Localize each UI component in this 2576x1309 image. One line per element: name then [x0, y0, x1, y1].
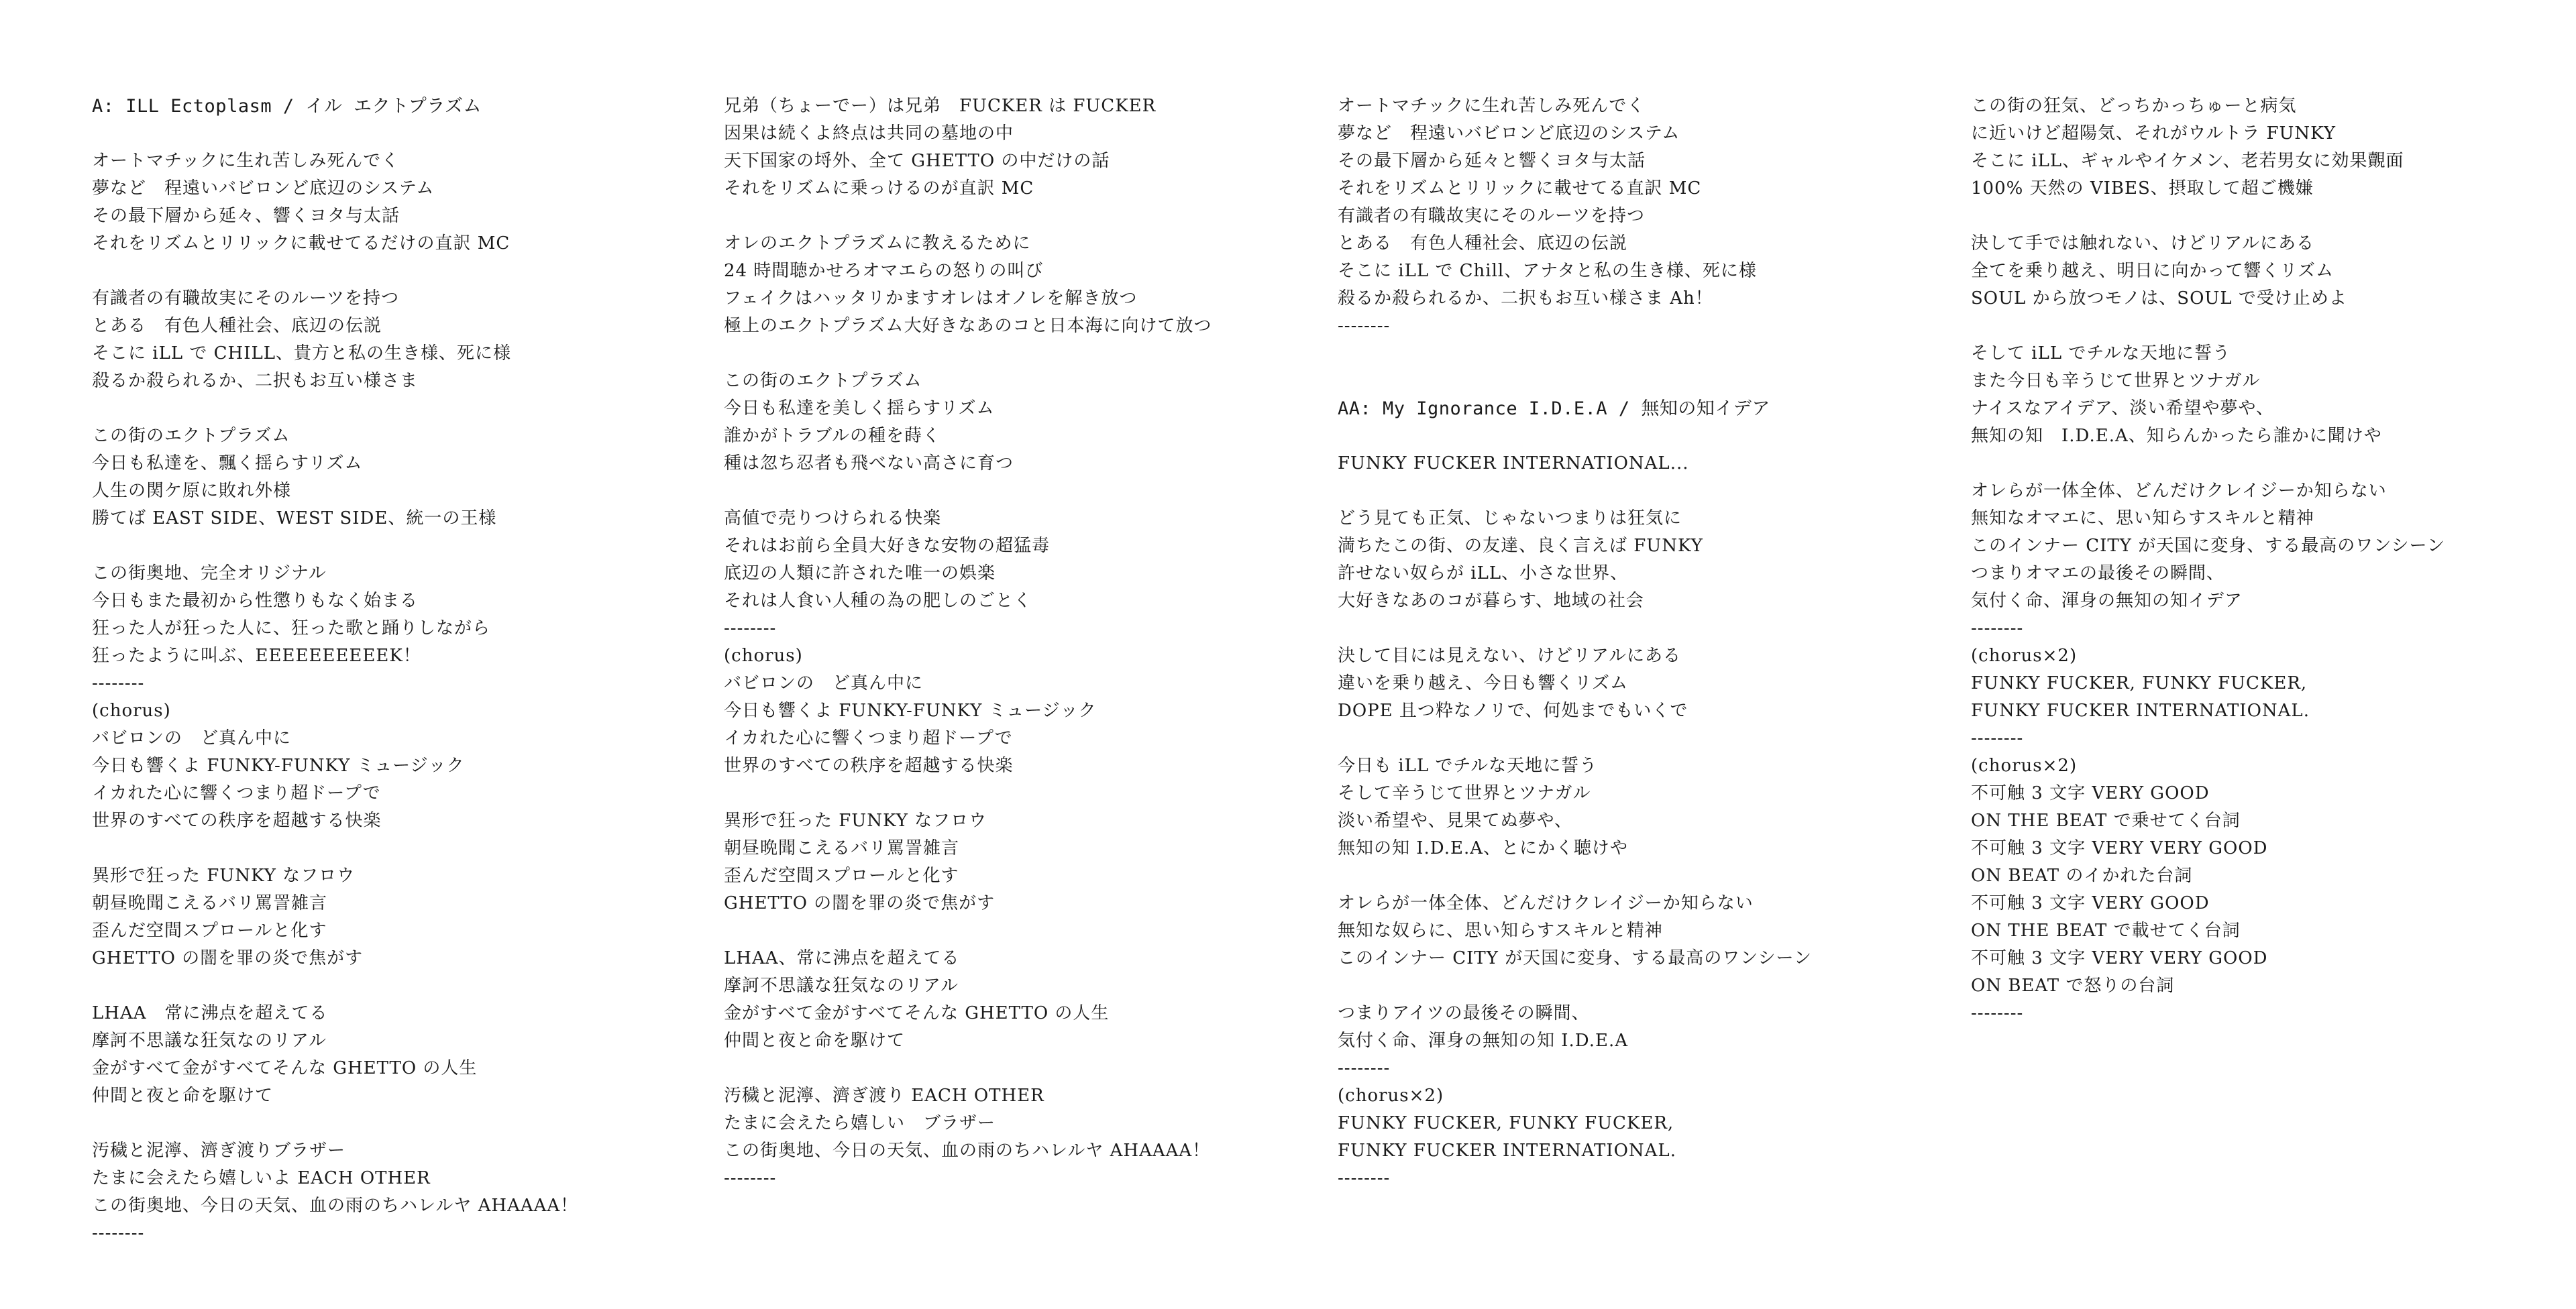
lyric-line: 違いを乗り越え、今日も響くリズム: [1338, 673, 1629, 693]
lyric-line: たまに会えたら嬉しいよ EACH OTHER: [92, 1168, 431, 1188]
lyric-line: 因果は続くよ終点は共同の墓地の中: [724, 123, 1014, 144]
lyric-line: このインナー CITY が天国に変身、する最高のワンシーン: [1338, 948, 1813, 968]
lyric-line: この街奥地、今日の天気、血の雨のちハレルヤ AHAAAA！: [724, 1141, 1211, 1161]
blank-line: [724, 917, 1314, 945]
lyric-line: 気付く命、渾身の無知の知 I.D.E.A: [1338, 1031, 1629, 1051]
lyric-line: LHAA 常に沸点を超えてる: [92, 1003, 328, 1023]
blank-line: [1338, 477, 1928, 505]
lyric-line: DOPE 且つ粋なノリで、何処までもいくで: [1338, 701, 1688, 721]
lyric-line: そこに iLL、ギャルやイケメン、老若男女に効果覿面: [1971, 151, 2404, 171]
lyric-line: 高値で売りつけられる快楽: [724, 508, 942, 528]
blank-line: [724, 340, 1314, 367]
lyric-line: 不可触 3 文字 VERY GOOD: [1971, 893, 2210, 913]
lyric-line: 極上のエクトプラズム大好きなあのコと日本海に向けて放つ: [724, 316, 1212, 336]
lyric-line: 今日も私達を、飄く揺らすリズム: [92, 453, 363, 473]
lyric-line: そこに iLL で Chill、アナタと私の生き様、死に様: [1338, 261, 1757, 281]
blank-line: [724, 1055, 1314, 1082]
lyric-line: 今日も響くよ FUNKY-FUNKY ミュージック: [724, 701, 1097, 721]
blank-line: [1338, 972, 1928, 1000]
lyric-line: 世界のすべての秩序を超越する快楽: [92, 811, 382, 831]
lyric-line: 殺るか殺られるか、二択もお互い様さま: [92, 371, 419, 391]
lyric-line: 無知の知 I.D.E.A、知らんかったら誰かに聞けや: [1971, 426, 2382, 446]
lyric-line: 有識者の有職故実にそのルーツを持つ: [92, 288, 399, 308]
lyric-line: 無知なオマエに、思い知らすスキルと精神: [1971, 508, 2314, 528]
lyric-line: 無知な奴らに、思い知らすスキルと精神: [1338, 921, 1663, 941]
lyric-line: オレのエクトプラズムに教えるために: [724, 233, 1031, 253]
lyric-line: この街奥地、今日の天気、血の雨のちハレルヤ AHAAAA！: [92, 1196, 579, 1216]
blank-line: [1971, 450, 2561, 477]
lyric-line: そこに iLL で CHILL、貴方と私の生き様、死に様: [92, 343, 512, 363]
lyric-line: オレらが一体全体、どんだけクレイジーか知らない: [1971, 481, 2387, 501]
lyrics-column-1: [92, 93, 682, 1247]
lyric-line: 有識者の有職故実にそのルーツを持つ: [1338, 206, 1645, 226]
blank-line: [92, 972, 682, 1000]
blank-line: [1971, 312, 2561, 340]
lyric-line: 朝昼晩聞こえるバリ罵詈雑言: [92, 893, 328, 913]
lyric-line: 狂ったように叫ぶ、EEEEEEEEEEK！: [92, 646, 421, 666]
lyric-line: この街のエクトプラズム: [92, 426, 290, 446]
chorus-label: (chorus): [92, 701, 171, 721]
blank-line: [92, 1110, 682, 1137]
lyric-line: 全てを乗り越え、明日に向かって響くリズム: [1971, 261, 2334, 281]
lyric-line: 24 時間聴かせろオマエらの怒りの叫び: [724, 261, 1044, 281]
lyric-line: 異形で狂った FUNKY なフロウ: [724, 811, 987, 831]
lyric-line: この街のエクトプラズム: [724, 371, 922, 391]
lyric-line: この街奥地、完全オリジナル: [92, 563, 327, 583]
lyric-line: 摩訶不思議な狂気なのリアル: [92, 1031, 327, 1051]
lyric-line: イカれた心に響くつまり超ドープで: [724, 728, 1013, 748]
lyric-line: 汚穢と泥濘、濟ぎ渡りブラザー: [92, 1141, 346, 1161]
lyric-line: 殺るか殺られるか、二択もお互い様さま Ah！: [1338, 288, 1713, 308]
lyric-line: ON BEAT で怒りの台詞: [1971, 976, 2175, 996]
lyric-line: 夢など 程遠いバビロンど底辺のシステム: [1338, 123, 1680, 144]
lyric-line: 歪んだ空間スプロールと化す: [724, 866, 959, 886]
lyric-line: 許せない奴らが iLL、小さな世界、: [1338, 563, 1629, 583]
lyric-line: 今日もまた最初から性懲りもなく始まる: [92, 591, 419, 611]
lyric-line: とある 有色人種社会、底辺の伝説: [92, 316, 382, 336]
lyric-line: GHETTO の闇を罪の炎で焦がす: [724, 893, 996, 913]
section-divider: --------: [1338, 1168, 1391, 1188]
lyric-line: 決して手では触れない、けどリアルにある: [1971, 233, 2314, 253]
lyric-line: 気付く命、渾身の無知の知イデア: [1971, 591, 2243, 611]
blank-line: [1338, 862, 1928, 890]
lyric-line: 朝昼晩聞こえるバリ罵詈雑言: [724, 838, 960, 858]
lyric-line: GHETTO の闇を罪の炎で焦がす: [92, 948, 364, 968]
lyric-line: 決して目には見えない、けどリアルにある: [1338, 646, 1681, 666]
lyric-line: 不可触 3 文字 VERY GOOD: [1971, 783, 2210, 803]
lyric-line: それは人食い人種の為の肥しのごとく: [724, 591, 1032, 611]
lyric-line: 汚穢と泥濘、濟ぎ渡り EACH OTHER: [724, 1086, 1044, 1106]
section-divider: --------: [92, 1223, 145, 1243]
lyric-line: FUNKY FUCKER INTERNATIONAL.: [1338, 1141, 1676, 1161]
lyric-line: 不可触 3 文字 VERY VERY GOOD: [1971, 948, 2268, 968]
lyric-line: 人生の関ケ原に敗れ外様: [92, 481, 292, 501]
lyric-line: その最下層から延々、響くヨタ与太話: [92, 206, 400, 226]
lyric-line: つまりオマエの最後その瞬間、: [1971, 563, 2225, 583]
lyric-line: それをリズムに乗っけるのが直訳 MC: [724, 178, 1034, 198]
section-divider: --------: [1971, 618, 2024, 638]
blank-line: [92, 835, 682, 862]
lyric-line: それはお前ら全員大好きな安物の超猛毒: [724, 536, 1051, 556]
lyric-line: フェイクはハッタリかますオレはオノレを解き放つ: [724, 288, 1138, 308]
blank-line: [1338, 725, 1928, 752]
blank-line: [724, 780, 1314, 807]
lyric-line: その最下層から延々と響くヨタ与太話: [1338, 151, 1646, 171]
lyric-line: 誰かがトラブルの種を蒔く: [724, 426, 941, 446]
lyric-line: 無知の知 I.D.E.A、とにかく聴けや: [1338, 838, 1629, 858]
section-divider: --------: [1338, 316, 1391, 336]
lyric-line: 仲間と夜と命を駆けて: [92, 1086, 274, 1106]
lyric-line: 摩訶不思議な狂気なのリアル: [724, 976, 959, 996]
lyric-line: ON THE BEAT で乗せてく台詞: [1971, 811, 2241, 831]
lyric-line: バビロンの ど真ん中に: [92, 728, 292, 748]
lyric-line: それをリズムとリリックに載せてるだけの直訳 MC: [92, 233, 511, 253]
section-divider: --------: [1338, 1058, 1391, 1078]
lyric-line: 種は忽ち忍者も飛べない高さに育つ: [724, 453, 1014, 473]
lyric-line: 今日も私達を美しく揺らすリズム: [724, 398, 995, 418]
song-title: AA: My Ignorance I.D.E.A / 無知の知イデア: [1338, 398, 1770, 419]
lyrics-column-2: [724, 93, 1314, 1192]
lyric-line: 天下国家の埒外、全て GHETTO の中だけの話: [724, 151, 1110, 171]
blank-line: [92, 120, 682, 148]
lyric-line: 底辺の人類に許された唯一の娯楽: [724, 563, 996, 583]
lyric-line: ナイスなアイデア、淡い希望や夢や、: [1971, 398, 2274, 418]
lyric-line: 淡い希望や、見果てぬ夢や、: [1338, 811, 1572, 831]
lyric-line: ON BEAT のイかれた台詞: [1971, 866, 2193, 886]
lyric-line: とある 有色人種社会、底辺の伝説: [1338, 233, 1628, 253]
lyric-line: また今日も辛うじて世界とツナガル: [1971, 371, 2261, 391]
lyric-line: 100% 天然の VIBES、摂取して超ご機嫌: [1971, 178, 2314, 198]
section-divider: --------: [1971, 728, 2024, 748]
lyric-line: オレらが一体全体、どんだけクレイジーか知らない: [1338, 893, 1754, 913]
section-divider: --------: [724, 1168, 777, 1188]
lyric-line: FUNKY FUCKER, FUNKY FUCKER,: [1338, 1113, 1674, 1133]
lyric-line: それをリズムとリリックに載せてる直訳 MC: [1338, 178, 1702, 198]
lyric-line: 勝てば EAST SIDE、WEST SIDE、統一の王様: [92, 508, 497, 528]
lyric-line: SOUL から放つモノは、SOUL で受け止めよ: [1971, 288, 2347, 308]
section-divider: --------: [724, 618, 777, 638]
lyric-line: 満ちたこの街、の友達、良く言えば FUNKY: [1338, 536, 1703, 556]
lyric-line: FUNKY FUCKER, FUNKY FUCKER,: [1971, 673, 2308, 693]
section-divider: --------: [1971, 1003, 2024, 1023]
section-divider: --------: [92, 673, 145, 693]
lyric-line: 兄弟（ちょーでー）は兄弟 FUCKER は FUCKER: [724, 96, 1157, 116]
blank-line: [1971, 203, 2561, 230]
lyric-line: FUNKY FUCKER INTERNATIONAL...: [1338, 453, 1689, 473]
lyric-line: そして iLL でチルな天地に誓う: [1971, 343, 2231, 363]
lyric-line: たまに会えたら嬉しい ブラザー: [724, 1113, 996, 1133]
lyrics-column-4: [1971, 93, 2561, 1027]
lyric-line: 夢など 程遠いバビロンど底辺のシステム: [92, 178, 435, 198]
blank-line: [724, 203, 1314, 230]
lyric-line: に近いけど超陽気、それがウルトラ FUNKY: [1971, 123, 2337, 144]
lyric-line: FUNKY FUCKER INTERNATIONAL.: [1971, 701, 2310, 721]
lyric-line: 仲間と夜と命を駆けて: [724, 1031, 906, 1051]
lyric-line: 大好きなあのコが暮らす、地域の社会: [1338, 591, 1644, 611]
lyric-line: オートマチックに生れ苦しみ死んでく: [1338, 96, 1646, 116]
lyric-line: イカれた心に響くつまり超ドープで: [92, 783, 381, 803]
blank-line: [1338, 340, 1928, 367]
lyric-line: つまりアイツの最後その瞬間、: [1338, 1003, 1590, 1023]
lyrics-column-3: [1338, 93, 1928, 1192]
lyric-line: 金がすべて金がすべてそんな GHETTO の人生: [92, 1058, 478, 1078]
blank-line: [1338, 615, 1928, 642]
lyric-line: LHAA、常に沸点を超えてる: [724, 948, 960, 968]
blank-line: [1338, 422, 1928, 450]
blank-line: [92, 258, 682, 285]
lyric-line: そして辛うじて世界とツナガル: [1338, 783, 1591, 803]
chorus-label: (chorus×2): [1338, 1086, 1444, 1106]
blank-line: [92, 532, 682, 560]
song-title: A: ILL Ectoplasm / イル エクトプラズム: [92, 96, 482, 117]
lyric-line: このインナー CITY が天国に変身、する最高のワンシーン: [1971, 536, 2446, 556]
lyric-line: 不可触 3 文字 VERY VERY GOOD: [1971, 838, 2268, 858]
lyric-line: 今日も響くよ FUNKY-FUNKY ミュージック: [92, 756, 465, 776]
lyric-line: 異形で狂った FUNKY なフロウ: [92, 866, 356, 886]
lyric-line: オートマチックに生れ苦しみ死んでく: [92, 151, 400, 171]
chorus-label: (chorus×2): [1971, 646, 2078, 666]
blank-line: [92, 395, 682, 422]
blank-line: [1338, 367, 1928, 395]
lyric-line: バビロンの ど真ん中に: [724, 673, 924, 693]
lyric-line: 今日も iLL でチルな天地に誓う: [1338, 756, 1598, 776]
blank-line: [724, 477, 1314, 505]
lyric-line: ON THE BEAT で載せてく台詞: [1971, 921, 2241, 941]
lyric-line: 狂った人が狂った人に、狂った歌と踊りしながら: [92, 618, 491, 638]
chorus-label: (chorus×2): [1971, 756, 2078, 776]
lyric-line: この街の狂気、どっちかっちゅーと病気: [1971, 96, 2297, 116]
lyric-line: 世界のすべての秩序を超越する快楽: [724, 756, 1014, 776]
lyric-line: どう見ても正気、じゃないつまりは狂気に: [1338, 508, 1682, 528]
lyric-line: 歪んだ空間スプロールと化す: [92, 921, 327, 941]
lyric-line: 金がすべて金がすべてそんな GHETTO の人生: [724, 1003, 1110, 1023]
chorus-label: (chorus): [724, 646, 803, 666]
